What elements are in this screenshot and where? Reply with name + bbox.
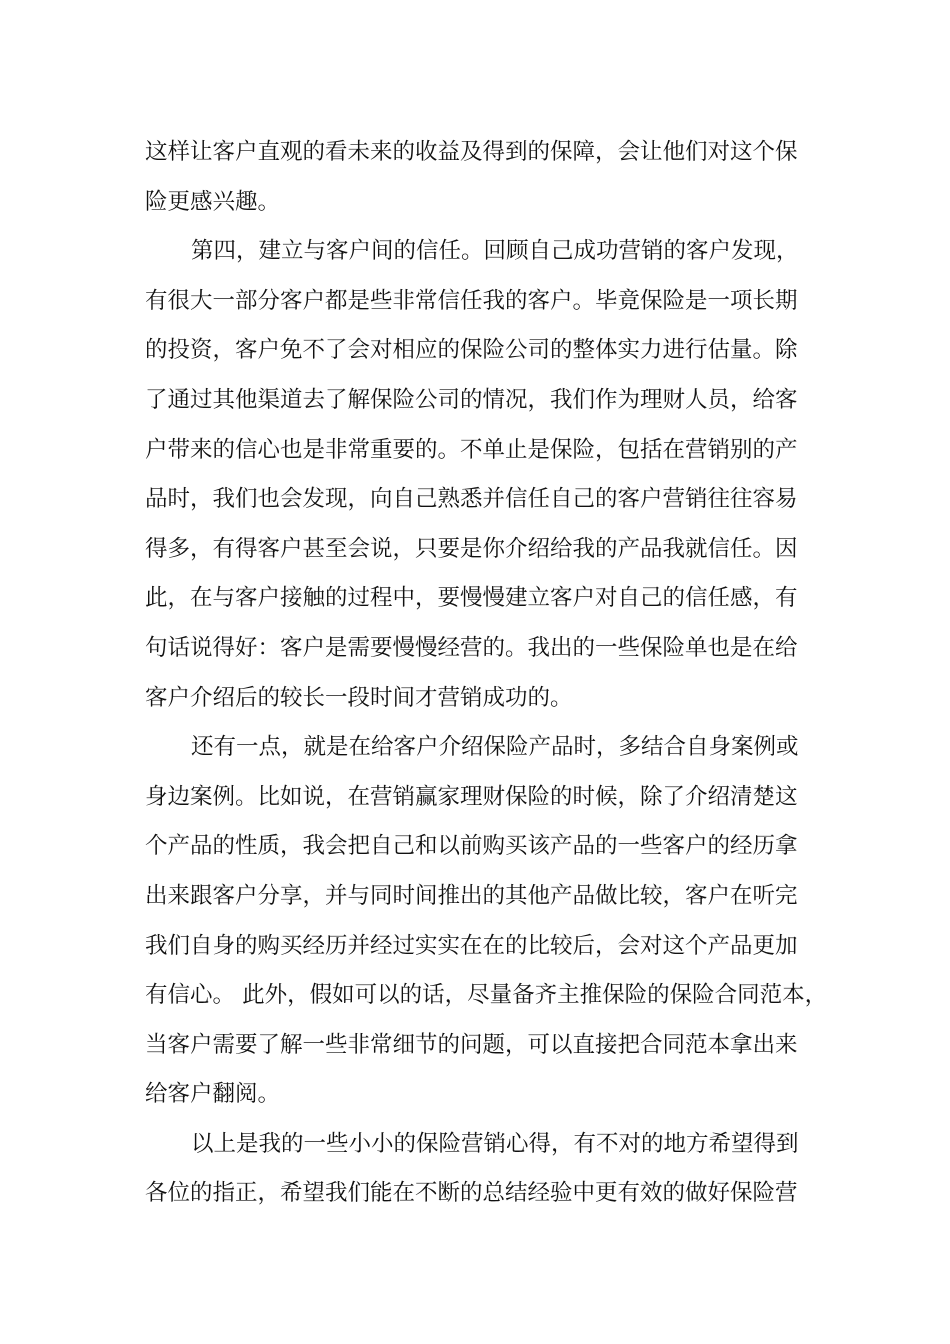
text-line: 此，在与客户接触的过程中，要慢慢建立客户对自己的信任感，有 [145,585,798,612]
text-line: 了通过其他渠道去了解保险公司的情况，我们作为理财人员，给客 [145,386,798,413]
text-line: 当客户需要了解一些非常细节的问题，可以直接把合同范本拿出来 [145,1031,798,1058]
text-line: 个产品的性质，我会把自己和以前购买该产品的一些客户的经历拿 [145,833,798,860]
text-line: 出来跟客户分享，并与同时间推出的其他产品做比较，客户在听完 [145,882,798,909]
text-line: 险更感兴趣。 [145,188,281,215]
text-line: 品时，我们也会发现，向自己熟悉并信任自己的客户营销往往容易 [145,486,798,513]
text-line: 有信心。 此外，假如可以的话，尽量备齐主推保险的保险合同范本， [145,982,828,1009]
text-line: 我们自身的购买经历并经过实实在在的比较后，会对这个产品更加 [145,932,798,959]
paragraph-start-line: 第四，建立与客户间的信任。回顾自己成功营销的客户发现， [191,238,799,265]
text-line: 有很大一部分客户都是些非常信任我的客户。毕竟保险是一项长期 [145,287,798,314]
text-line: 得多，有得客户甚至会说，只要是你介绍给我的产品我就信任。因 [145,535,798,562]
paragraph-start-line: 还有一点，就是在给客户介绍保险产品时，多结合自身案例或 [191,734,799,761]
text-line: 身边案例。比如说，在营销赢家理财保险的时候，除了介绍清楚这 [145,783,798,810]
text-line: 各位的指正，希望我们能在不断的总结经验中更有效的做好保险营 [145,1180,798,1207]
text-line: 这样让客户直观的看未来的收益及得到的保障，会让他们对这个保 [145,139,798,165]
document-body [145,128,828,1219]
paragraph-start-line: 以上是我的一些小小的保险营销心得，有不对的地方希望得到 [191,1130,799,1157]
text-line: 句话说得好：客户是需要慢慢经营的。我出的一些保险单也是在给 [145,634,798,661]
text-line: 客户介绍后的较长一段时间才营销成功的。 [145,684,573,711]
text-line: 给客户翻阅。 [145,1081,281,1108]
text-line: 户带来的信心也是非常重要的。不单止是保险，包括在营销别的产 [145,436,798,463]
text-line: 的投资，客户免不了会对相应的保险公司的整体实力进行估量。除 [145,337,798,364]
